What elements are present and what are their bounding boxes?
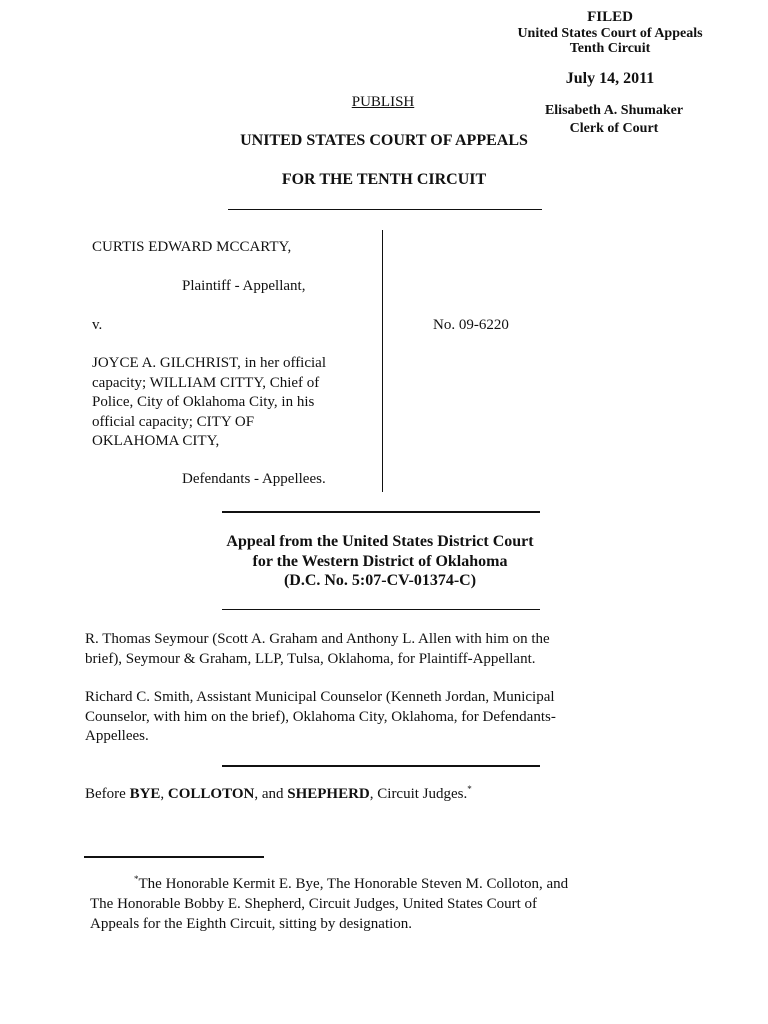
- counsel-line: Richard C. Smith, Assistant Municipal Counselor (Kenneth Jordan, Municipal: [85, 689, 555, 705]
- clerk-title: Clerk of Court: [569, 121, 659, 136]
- panel-line: [85, 786, 472, 803]
- judge-colloton: COLLOTON: [167, 786, 255, 802]
- panel-sep: ,: [160, 786, 168, 802]
- appellees-line: JOYCE A. GILCHRIST, in her official: [92, 355, 327, 371]
- appellees-role: Defendants - Appellees.: [182, 471, 326, 487]
- footnote-mark: *: [134, 874, 139, 884]
- appeal-line3: (D.C. No. 5:07-CV-01374-C): [283, 572, 477, 589]
- versus: v.: [92, 317, 103, 333]
- plaintiff-counsel: [85, 630, 685, 669]
- defendants-counsel: [85, 688, 685, 747]
- appellees-line: official capacity; CITY OF: [92, 413, 255, 430]
- footnote: [90, 874, 670, 934]
- before-word: Before: [85, 786, 126, 802]
- appellees-block: [92, 354, 382, 452]
- appeal-line2: for the Western District of Oklahoma: [252, 552, 508, 570]
- footnote-separator: [84, 856, 264, 858]
- appeal-block: [190, 532, 570, 591]
- appellant-name: CURTIS EDWARD MCCARTY,: [92, 239, 292, 255]
- appeal-divider: [222, 609, 540, 610]
- counsel-line: Appellees.: [85, 728, 149, 744]
- appellees-line: capacity; WILLIAM CITTY, Chief of: [92, 374, 320, 391]
- panel-suffix: , Circuit Judges.: [369, 786, 468, 802]
- judge-shepherd: SHEPHERD: [287, 786, 370, 802]
- caption-divider: [382, 230, 383, 492]
- counsel-line: R. Thomas Seymour (Scott A. Graham and Anthony L. Allen with him on the: [85, 631, 550, 647]
- filed-date: July 14, 2011: [565, 70, 655, 87]
- circuit-name: FOR THE TENTH CIRCUIT: [281, 171, 487, 188]
- panel-sep: , and: [254, 786, 288, 802]
- publish-label: PUBLISH: [351, 94, 415, 110]
- filed-court-line2: Tenth Circuit: [569, 41, 651, 56]
- appellees-line: OKLAHOMA CITY,: [92, 433, 220, 449]
- appellant-role: Plaintiff - Appellant,: [182, 278, 306, 294]
- footnote-ref: *: [467, 784, 472, 794]
- footnote-line: Appeals for the Eighth Circuit, sitting by designation.: [90, 916, 413, 932]
- counsel-line: Counselor, with him on the brief), Oklahoma City, Oklahoma, for Defendants-: [85, 708, 556, 725]
- filed-title: FILED: [587, 9, 633, 25]
- footnote-line: The Honorable Bobby E. Shepherd, Circuit Judges, United States Court of: [90, 896, 538, 912]
- counsel-line: brief), Seymour & Graham, LLP, Tulsa, Oklahoma, for Plaintiff-Appellant.: [85, 650, 536, 667]
- header-divider: [228, 209, 542, 210]
- court-name: UNITED STATES COURT OF APPEALS: [240, 132, 528, 149]
- case-number: No. 09-6220: [433, 317, 509, 333]
- footnote-line: *The Honorable Kermit E. Bye, The Honorable Steven M. Colloton, and: [134, 874, 569, 892]
- appeal-line1: Appeal from the United States District Court: [226, 533, 534, 550]
- clerk-name: Elisabeth A. Shumaker: [544, 103, 684, 118]
- caption-bottom-divider: [222, 511, 540, 513]
- appellees-line: Police, City of Oklahoma City, in his: [92, 394, 315, 410]
- counsel-divider: [222, 765, 540, 767]
- judge-bye: BYE: [129, 786, 161, 802]
- filed-stamp: [498, 8, 722, 56]
- filed-court-line1: United States Court of Appeals: [517, 26, 703, 41]
